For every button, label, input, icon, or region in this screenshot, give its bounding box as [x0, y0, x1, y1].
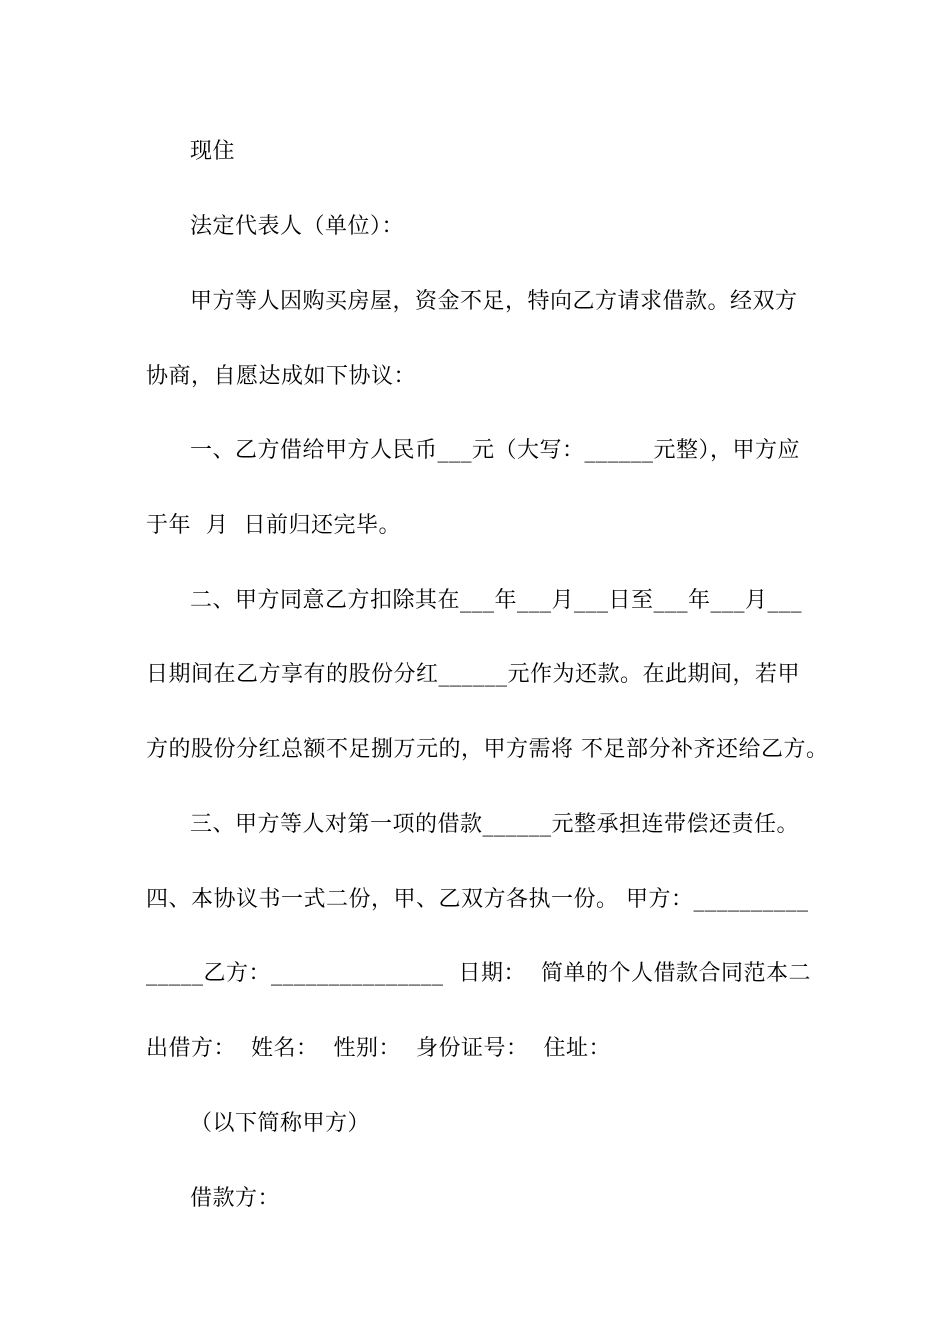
text-line-party-a-note: （以下简称甲方）	[190, 1111, 371, 1136]
text-line-clause-2: 二、甲方同意乙方扣除其在___年___月___日至___年___月___	[190, 588, 803, 613]
text-line-preamble: 甲方等人因购买房屋，资金不足，特向乙方请求借款。经双方	[190, 289, 798, 314]
text-line-signatures: _____乙方：_______________ 日期： 简单的个人借款合同范本二	[146, 961, 811, 986]
text-line-preamble-cont: 协商，自愿达成如下协议：	[146, 364, 417, 389]
text-line-legal-representative: 法定代表人（单位）：	[190, 214, 405, 239]
text-line-clause-3: 三、甲方等人对第一项的借款______元整承担连带偿还责任。	[190, 812, 800, 837]
text-line-clause-2-cont-2: 方的股份分红总额不足捌万元的，甲方需将 不足部分补齐还给乙方。	[146, 737, 829, 762]
text-line-borrower: 借款方：	[190, 1186, 281, 1211]
text-line-residence: 现住	[190, 139, 236, 164]
text-line-clause-4: 四、本协议书一式二份，甲、乙双方各执一份。 甲方：__________	[146, 887, 809, 912]
text-line-lender-info: 出借方： 姓名： 性别： 身份证号： 住址：	[146, 1036, 611, 1061]
text-line-clause-1-cont: 于年 月 日前归还完毕。	[146, 513, 401, 538]
text-line-clause-2-cont: 日期间在乙方享有的股份分红______元作为还款。在此期间，若甲	[146, 662, 801, 687]
text-line-clause-1: 一、乙方借给甲方人民币___元（大写：______元整），甲方应	[190, 438, 801, 463]
